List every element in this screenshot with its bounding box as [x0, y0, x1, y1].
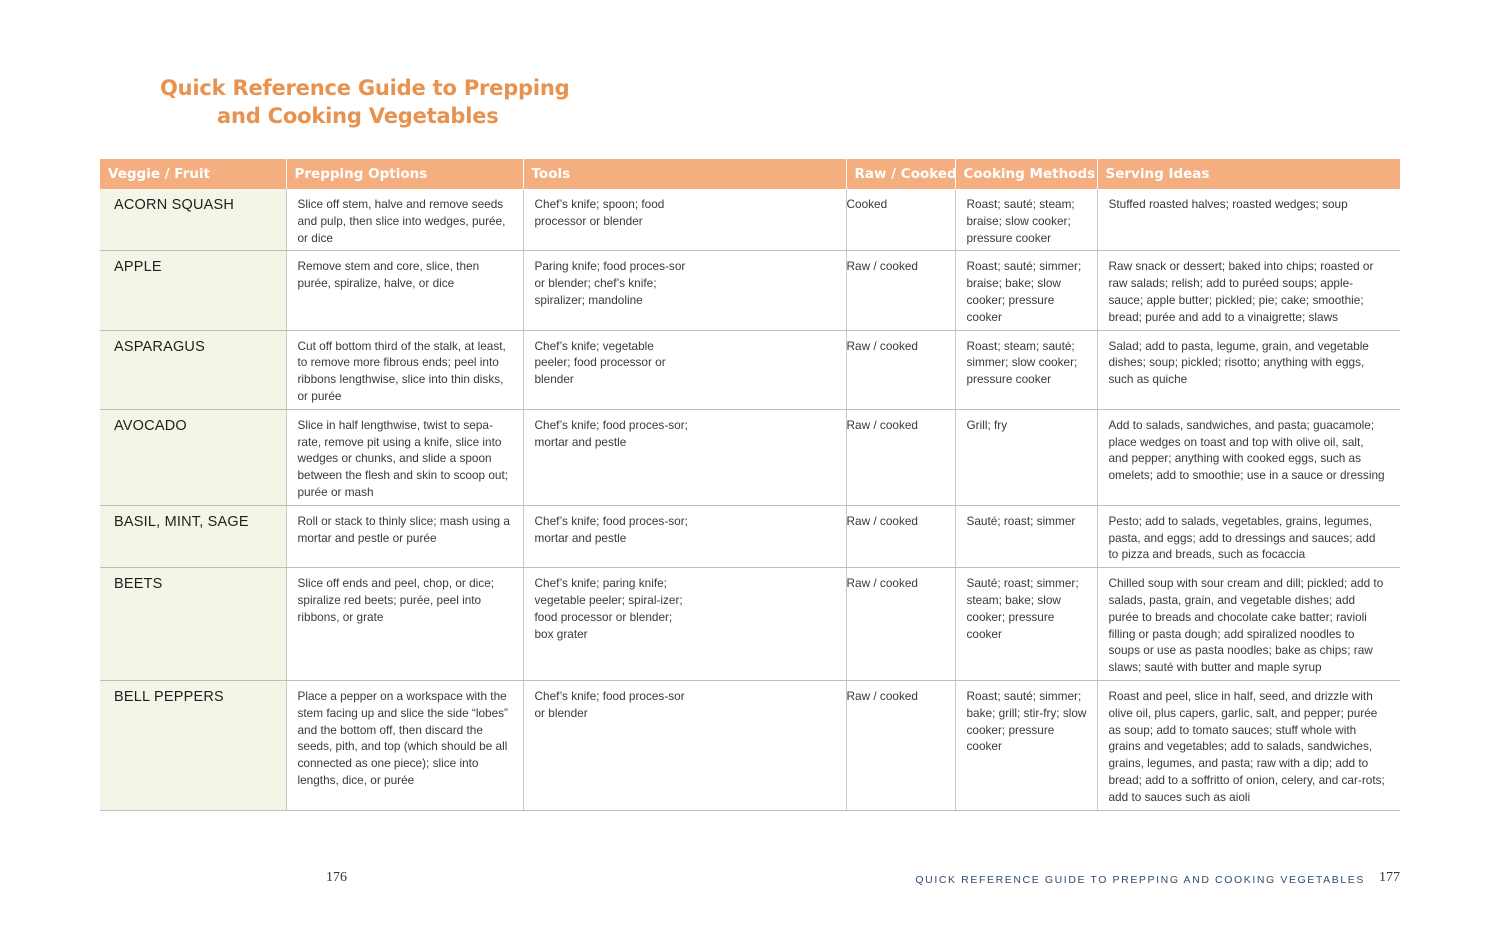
cell-cooking-methods: Sauté; roast; simmer	[955, 505, 1097, 567]
cell-veggie: ASPARAGUS	[100, 330, 286, 409]
header-tools: Tools	[523, 159, 846, 189]
header-cooking-methods: Cooking Methods	[955, 159, 1097, 189]
cell-raw-cooked-text: Raw / cooked	[846, 417, 918, 432]
cell-cooking-methods: Roast; sauté; simmer; braise; bake; slow cooker; pressure cooker	[955, 251, 1097, 330]
cell-raw-cooked-text: Raw / cooked	[846, 338, 918, 353]
page-number-right: 177	[1379, 870, 1400, 885]
cell-tools-text: Chef’s knife; paring knife; vegetable peeler; spiral-izer; food processor or blender; box grater	[534, 576, 683, 641]
cell-tools	[523, 409, 846, 505]
cell-tools	[523, 330, 846, 409]
cell-serving-ideas: Add to salads, sandwiches, and pasta; guacamole; place wedges on toast and top with olive oil, salt, and pepper; anything with cooked eggs, such as omelets; add to smoothie; use in a sauce or dressing	[1097, 409, 1400, 505]
cell-cooking-methods: Roast; steam; sauté; simmer; slow cooker; pressure cooker	[955, 330, 1097, 409]
cell-prepping: Cut off bottom third of the stalk, at least, to remove more fibrous ends; peel into ribbons lengthwise, slice into thin disks, or purée	[286, 330, 523, 409]
cell-tools-text: Chef’s knife; vegetable peeler; food processor or blender	[534, 338, 666, 387]
cell-prepping: Remove stem and core, slice, then purée, spiralize, halve, or dice	[286, 251, 523, 330]
cell-raw-cooked	[846, 505, 955, 567]
cell-tools-text: Chef’s knife; food proces-sor; mortar and pestle	[534, 417, 688, 449]
header-prepping: Prepping Options	[286, 159, 523, 189]
cell-raw-cooked-text: Raw / cooked	[846, 576, 918, 591]
cell-prepping: Roll or stack to thinly slice; mash using a mortar and pestle or purée	[286, 505, 523, 567]
cell-prepping: Place a pepper on a workspace with the stem facing up and slice the side “lobes” and the bottom off, then discard the seeds, pith, and top (which should be all connected as one piece); slice into lengths, dice, or purée	[286, 680, 523, 810]
cell-tools	[523, 680, 846, 810]
cell-raw-cooked	[846, 680, 955, 810]
cell-prepping: Slice in half lengthwise, twist to sepa-rate, remove pit using a knife, slice into wedges or chunks, and slide a spoon between the flesh and skin to scoop out; purée or mash	[286, 409, 523, 505]
cell-veggie: APPLE	[100, 251, 286, 330]
cell-cooking-methods: Roast; sauté; simmer; bake; grill; stir-fry; slow cooker; pressure cooker	[955, 680, 1097, 810]
header-serving-ideas: Serving Ideas	[1097, 159, 1400, 189]
table-row	[100, 409, 1400, 505]
table-row	[100, 330, 1400, 409]
cell-cooking-methods: Roast; sauté; steam; braise; slow cooker; pressure cooker	[955, 189, 1097, 251]
cell-veggie: BASIL, MINT, SAGE	[100, 505, 286, 567]
cell-raw-cooked-text: Raw / cooked	[846, 513, 918, 528]
cell-raw-cooked	[846, 409, 955, 505]
cell-tools	[523, 568, 846, 681]
cell-tools-text: Paring knife; food proces-sor or blender; chef’s knife; spiralizer; mandoline	[534, 259, 686, 307]
cell-tools-text: Chef’s knife; food proces-sor or blender	[534, 688, 685, 720]
cell-raw-cooked	[846, 330, 955, 409]
table-row	[100, 568, 1400, 681]
cell-serving-ideas: Roast and peel, slice in half, seed, and drizzle with olive oil, plus capers, garlic, salt, and pepper; purée as soup; add to tomato sauces; stuff whole with grains and vegetables; add to salads, sandwiches, grains, legumes, and pasta; raw with a dip; add to bread; add to a soffritto of onion, celery, and car-rots; add to sauces such as aioli	[1097, 680, 1400, 810]
cell-cooking-methods: Grill; fry	[955, 409, 1097, 505]
page-number-left: 176	[326, 870, 347, 885]
cell-raw-cooked-text: Raw / cooked	[846, 688, 918, 703]
cell-tools	[523, 505, 846, 567]
cell-veggie: BELL PEPPERS	[100, 680, 286, 810]
cell-prepping: Slice off stem, halve and remove seeds and pulp, then slice into wedges, purée, or dice	[286, 189, 523, 251]
cell-serving-ideas: Raw snack or dessert; baked into chips; roasted or raw salads; relish; add to puréed soups; apple-sauce; apple butter; pickled; pie; cake; smoothie; bread; purée and add to a vinaigrette; slaws	[1097, 251, 1400, 330]
cell-serving-ideas: Pesto; add to salads, vegetables, grains, legumes, pasta, and eggs; add to dressings and sauces; add to pizza and breads, such as focaccia	[1097, 505, 1400, 567]
cell-tools-text: Chef’s knife; spoon; food processor or blender	[534, 197, 665, 228]
table-row	[100, 680, 1400, 810]
table-header-row	[100, 159, 1400, 189]
header-raw-cooked: Raw / Cooked	[846, 159, 955, 189]
cell-veggie: ACORN SQUASH	[100, 189, 286, 251]
page-title	[160, 74, 569, 130]
cell-tools-text: Chef’s knife; food proces-sor; mortar and pestle	[534, 513, 688, 545]
cell-raw-cooked	[846, 568, 955, 681]
cell-veggie: BEETS	[100, 568, 286, 681]
table-row	[100, 505, 1400, 567]
reference-table	[100, 159, 1400, 811]
header-veggie: Veggie / Fruit	[100, 159, 286, 189]
cell-serving-ideas: Stuffed roasted halves; roasted wedges; soup	[1097, 189, 1400, 251]
cell-raw-cooked	[846, 251, 955, 330]
cell-cooking-methods: Sauté; roast; simmer; steam; bake; slow cooker; pressure cooker	[955, 568, 1097, 681]
page-title-line-1: Quick Reference Guide to Prepping	[160, 76, 570, 100]
cell-veggie: AVOCADO	[100, 409, 286, 505]
cell-serving-ideas: Salad; add to pasta, legume, grain, and vegetable dishes; soup; pickled; risotto; anything with eggs, such as quiche	[1097, 330, 1400, 409]
page-title-line-2: and Cooking Vegetables	[217, 104, 499, 128]
cell-raw-cooked-text: Raw / cooked	[846, 259, 918, 274]
cell-serving-ideas: Chilled soup with sour cream and dill; pickled; add to salads, pasta, grain, and vegetable dishes; add purée to breads and chocolate cake batter; ravioli filling or pasta dough; add spiralized noodles to soups or use as pasta noodles; bake as chips; raw slaws; sauté with butter and maple syrup	[1097, 568, 1400, 681]
table-row	[100, 251, 1400, 330]
cell-tools	[523, 189, 846, 251]
cell-raw-cooked	[846, 189, 955, 251]
running-head: QUICK REFERENCE GUIDE TO PREPPING AND COOKING VEGETABLES	[915, 874, 1365, 886]
table-row	[100, 189, 1400, 251]
cell-prepping: Slice off ends and peel, chop, or dice; spiralize red beets; purée, peel into ribbons, or grate	[286, 568, 523, 681]
cell-tools	[523, 251, 846, 330]
cell-raw-cooked-text: Cooked	[846, 197, 888, 211]
